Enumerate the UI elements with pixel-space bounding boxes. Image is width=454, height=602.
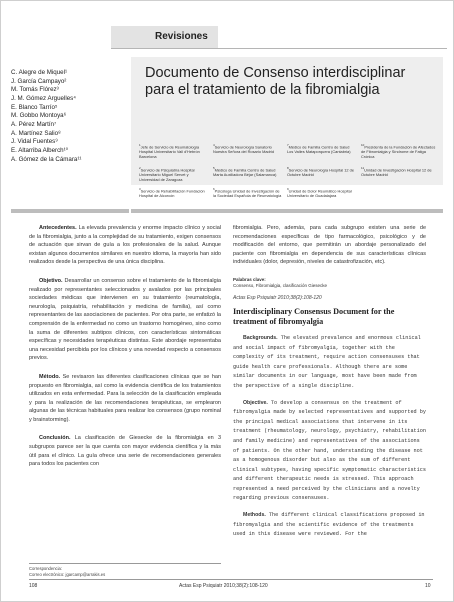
correspondence-email: Correo electrónico: jgarcamp@arrakis.es [29, 572, 106, 577]
author: J. M. Gómez Arguelles⁴ [11, 94, 76, 102]
author: J. García Campayo² [11, 77, 67, 85]
author: A. Gómez de la Cámara¹¹ [11, 155, 82, 163]
divider-bar [131, 209, 443, 213]
author: M. Tomás Flórez³ [11, 86, 59, 94]
citation: Actas Esp Psiquiatr 2010;38(2):108-120 [233, 294, 322, 301]
abstract-paragraph: Método. Se revisaron las diferentes clasificaciones clínicas que se han propuesto en fibromialgia, así como la evidencia científica de los tratamientos utilizados en esta enfermedad. Para la selección de la clasificación empleada y para la realización de las recomendaciones terapéuticas, se emplearon algunas de las técnicas habituales para realizar los consensos (grupo nominal y brainstorming). [29, 373, 221, 423]
correspondence [29, 563, 221, 578]
english-paragraph: Objective. To develop a consensus on the treatment of fibromyalgia made by selected representatives and supported by the principal medical associations that intervene in its treatment (rheumatology, neurology, psychiatry, rehabilitation and family medicine) and representatives of the associations of patients. On the other hand, understanding the disease not as a homogenous disorder but also as the sum of different clinical subtypes, having specific symptomatic characteristics and different therapeutic needs is stressed. This approach represented a need perceived by the clinicians and a novelty regarding previous consensuses. [233, 399, 427, 502]
author: E. Blanco Tarrío⁵ [11, 103, 58, 111]
author: A. Martínez Salio⁸ [11, 129, 61, 137]
header-rule [111, 48, 447, 49]
affiliation: $^6$Psicóloga Unidad de Investigación de la Sociedad Española de Reumatología [213, 187, 282, 198]
correspondence-label: Correspondencia: [29, 566, 63, 571]
affiliation: $^3$Servicio de Rehabilitación Fundación Hospital de Alcorcón [139, 187, 205, 198]
article-title: Documento de Consenso interdisciplinar para el tratamiento de la fibromialgia [145, 65, 406, 98]
english-paragraph: Backgrounds. The elevated prevalence and enormous clinical and social impact of fibromyalgia, together with the complexity of its treatment, require action consensuses that guide health care professionals. Although there are some similar documents in our language, most have been made from the perspective of a single discipline. [233, 334, 421, 389]
abstract-paragraph: Objetivo. Desarrollar un consenso sobre el tratamiento de la fibromialgia realizado por representantes seleccionados y avalados por las principales sociedades médicas que intervienen en su tratamiento (reumatología, neurología, psiquiatría, rehabilitación y medicina de familia), así como representantes de las asociaciones de pacientes. Por otra parte, se enfatizó la comprensión de la enfermedad no como un trastorno homogéneo, sino como la suma de diferentes subtipos clínicos, con características sintomáticas específicas y necesidades terapéuticas distintas. Este abordaje representaba una necesidad percibida por los clínicos y una novedad respecto a consensos previos. [29, 277, 221, 362]
english-paragraph: Methods. The different clinical classifications proposed in fibromyalgia and the scientific evidence of the treatments used in this disease were reviewed. For the [233, 512, 425, 538]
author: M. Gobbo Montoya⁶ [11, 112, 67, 120]
footer-rule [29, 579, 433, 580]
abstract-spanish [29, 224, 221, 479]
page-header [1, 1, 454, 53]
abstract-continuation: fibromialgia. Pero, además, para cada subgrupo existen una serie de recomendaciones específicas de tipo farmacológico, psicológico y de modificación del entorno, que permitirán un abordaje personalizado del paciente con fibromialgia en dependencia de sus características clínicas individuales (dolor, depresión, niveles de catastrofización, etc). [233, 225, 426, 266]
abstract-paragraph: Conclusión. La clasificación de Giesecke de la fibromialgia en 3 subgrupos parece ser la que cuenta con mayor evidencia científica y la más útil para el clínico. La guía ofrece una serie de recomendaciones generales para todos los pacientes con [29, 435, 221, 468]
page-number-left: 108 [29, 583, 38, 589]
affiliation: $^{11}$Unidad de Investigación Hospital 12 de Octubre Madrid [361, 166, 432, 177]
section-label: Revisiones [111, 26, 218, 48]
affiliation: $^9$Unidad de Dolor Reumático Hospital Universitario de Guadalajara [287, 187, 352, 198]
keywords-label: Palabras clave: [233, 276, 266, 282]
abstract-paragraph: Antecedentes. La elevada prevalencia y enorme impacto clínico y social de la fibromialgia, junto a la complejidad de su tratamiento, exigen consensos de actuación que sirvan de guía a los profesionales de la salud. Aunque existan algunos documentos similares en nuestro idioma, la mayoría han sido realizados desde la perspectiva de una única disciplina. [29, 225, 221, 266]
author: C. Alegre de Miquel¹ [11, 69, 68, 76]
affiliation: $^4$Servicio de Neurología Sanatorio Nuestra Señora del Rosario Madrid [213, 143, 274, 154]
page-number-right: 10 [425, 583, 431, 589]
affiliation: $^5$Médico de Familia Centro de Salud Marta Auxiliadora Béjar (Salamanca) [213, 166, 277, 177]
author-list [11, 69, 126, 164]
affiliation: $^1$Jefe de Servicio de Reumatología Hospital Universitario Vall d'Hebrón Barcelona [139, 143, 200, 159]
affiliation: $^8$Servicio de Neurología Hospital 12 de Octubre Madrid [287, 166, 354, 177]
english-title: Interdisciplinary Consensus Document for the treatment of fibromyalgia [233, 306, 395, 327]
author: A. Pérez Martín⁷ [11, 120, 57, 128]
abstract-right-column [233, 224, 426, 547]
keywords: Consenso, Fibromialgia, clasificación Giesecke [233, 282, 328, 288]
footer-journal: Actas Esp Psiquiatr 2010;38(2):108-120 [179, 583, 268, 589]
affiliation: $^2$Servicio de Psiquiatría Hospital Universitario Miguel Servet y Universidad de Zaragoza [139, 166, 195, 182]
affiliation: $^7$Médico de Familia Centro de Salud Los Valles Mataporquera (Cantabria) [287, 143, 351, 154]
divider-bar [11, 209, 129, 213]
author: J. Vidal Fuentes⁹ [11, 138, 58, 146]
affiliation: $^{10}$Presidenta de la Fundación de Afectados de Fibromialgia y Síndrome de Fatiga Crónica [361, 143, 436, 159]
author: E. Altarriba Alberch¹⁰ [11, 146, 69, 154]
